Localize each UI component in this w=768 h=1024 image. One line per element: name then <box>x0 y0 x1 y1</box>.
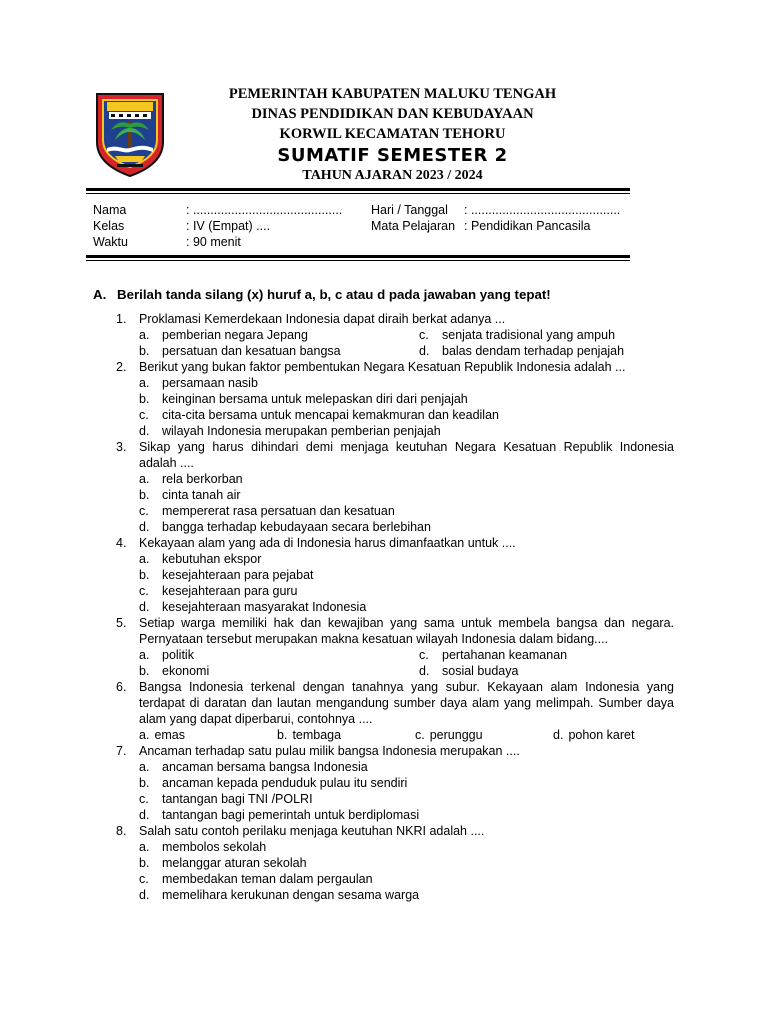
option-text: memelihara kerukunan dengan sesama warga <box>162 888 420 902</box>
answer-option[interactable] <box>277 727 415 743</box>
option-text: pemberian negara Jepang <box>162 328 308 342</box>
header-rule-thin <box>86 193 630 194</box>
option-letter: b. <box>139 392 150 406</box>
answer-option[interactable] <box>139 487 674 503</box>
option-letter: d. <box>139 600 150 614</box>
section-instruction-text: Berilah tanda silang (x) huruf a, b, c atau d pada jawaban yang tepat! <box>117 287 551 302</box>
question-list <box>116 311 674 903</box>
question-item <box>116 311 674 359</box>
option-letter: b. <box>139 568 150 582</box>
option-letter: a. <box>139 552 150 566</box>
exam-title: SUMATIF SEMESTER 2 <box>277 145 508 166</box>
option-text: perunggu <box>429 728 483 742</box>
question-item <box>116 823 674 903</box>
info-rule-thin <box>86 260 630 261</box>
answer-option[interactable] <box>139 727 277 743</box>
option-letter: d. <box>419 344 430 358</box>
option-text: bangga terhadap kebudayaan secara berlebihan <box>162 520 431 534</box>
option-letter: b. <box>139 856 150 870</box>
option-text: membedakan teman dalam pergaulan <box>162 872 373 886</box>
option-row <box>139 343 674 359</box>
option-letter: c. <box>139 504 149 518</box>
answer-option[interactable] <box>139 807 674 823</box>
option-text: persamaan nasib <box>162 376 258 390</box>
option-text: cinta tanah air <box>162 488 241 502</box>
answer-option[interactable] <box>139 551 674 567</box>
option-letter: c. <box>419 648 429 662</box>
option-text: tantangan bagi pemerintah untuk berdiplomasi <box>162 808 420 822</box>
question-number: 4. <box>116 536 127 550</box>
answer-option[interactable] <box>419 647 567 663</box>
question-item <box>116 439 674 535</box>
option-letter: b. <box>139 344 150 358</box>
answer-option[interactable] <box>419 663 518 679</box>
info-subject-label: Mata Pelajaran <box>371 219 456 233</box>
option-text: kesejahteraan masyarakat Indonesia <box>162 600 367 614</box>
option-text: ekonomi <box>162 664 210 678</box>
answer-option[interactable] <box>139 887 674 903</box>
info-name-label: Nama <box>93 203 127 217</box>
option-text: ancaman kepada penduduk pulau itu sendiri <box>162 776 408 790</box>
question-item <box>116 615 674 679</box>
info-date-value[interactable]: : ........................................... <box>464 203 621 217</box>
question-number: 3. <box>116 440 127 454</box>
option-text: cita-cita bersama untuk mencapai kemakmuran dan keadilan <box>162 408 499 422</box>
option-text: kebutuhan ekspor <box>162 552 262 566</box>
question-item <box>116 359 674 439</box>
option-text: keinginan bersama untuk melepaskan diri dari penjajah <box>162 392 468 406</box>
option-text: sosial budaya <box>442 664 519 678</box>
option-letter: b. <box>139 776 150 790</box>
option-text: kesejahteraan para guru <box>162 584 298 598</box>
option-text: membolos sekolah <box>162 840 267 854</box>
option-letter: d. <box>419 664 430 678</box>
answer-option[interactable] <box>139 855 674 871</box>
answer-option[interactable] <box>139 647 419 663</box>
question-text: Berikut yang bukan faktor pembentukan Negara Kesatuan Republik Indonesia adalah ... <box>139 360 626 374</box>
option-text: tantangan bagi TNI /POLRI <box>162 792 313 806</box>
info-time-label: Waktu <box>93 235 128 249</box>
option-row <box>139 327 674 343</box>
answer-option[interactable] <box>139 519 674 535</box>
header-government: PEMERINTAH KABUPATEN MALUKU TENGAH <box>228 86 557 102</box>
option-letter: b. <box>139 488 150 502</box>
question-text: Salah satu contoh perilaku menjaga keutuhan NKRI adalah .... <box>139 824 485 838</box>
answer-option[interactable] <box>139 375 674 391</box>
option-row <box>139 663 674 679</box>
option-letter: a. <box>139 376 150 390</box>
option-text: balas dendam terhadap penjajah <box>442 344 625 358</box>
answer-option[interactable] <box>139 327 419 343</box>
info-rule-thick <box>86 255 630 258</box>
header-department: DINAS PENDIDIKAN DAN KEBUDAYAAN <box>251 106 534 122</box>
option-text: politik <box>162 648 194 662</box>
answer-option[interactable] <box>139 407 674 423</box>
option-text: rela berkorban <box>162 472 243 486</box>
option-letter: a. <box>139 648 150 662</box>
question-text: Proklamasi Kemerdekaan Indonesia dapat diraih berkat adanya ... <box>139 312 506 326</box>
answer-option[interactable] <box>139 391 674 407</box>
answer-option[interactable] <box>419 343 624 359</box>
option-letter: c. <box>139 584 149 598</box>
option-text: mempererat rasa persatuan dan kesatuan <box>162 504 395 518</box>
info-class-label: Kelas <box>93 219 125 233</box>
option-letter: c. <box>139 872 149 886</box>
option-text: kesejahteraan para pejabat <box>162 568 314 582</box>
option-letter: b. <box>139 664 150 678</box>
option-text: emas <box>154 728 186 742</box>
info-name-value[interactable]: : ........................................... <box>186 203 343 217</box>
answer-option[interactable] <box>139 839 674 855</box>
option-text: wilayah Indonesia merupakan pemberian penjajah <box>162 424 441 438</box>
question-text: Setiap warga memiliki hak dan kewajiban yang sama untuk membela bangsa dan negara. Pernyataan tersebut merupakan makna kesatuan wilayah Indonesia dalam bidang.... <box>139 616 674 646</box>
question-number: 2. <box>116 360 127 374</box>
option-letter: d. <box>139 888 150 902</box>
answer-option[interactable] <box>139 503 674 519</box>
question-item <box>116 743 674 823</box>
question-number: 8. <box>116 824 127 838</box>
option-letter: a. <box>139 328 150 342</box>
question-item <box>116 535 674 615</box>
answer-option[interactable] <box>139 871 674 887</box>
option-letter: c. <box>415 728 425 742</box>
option-letter: a. <box>139 760 150 774</box>
option-letter: d. <box>139 520 150 534</box>
section-instruction <box>93 287 551 302</box>
option-letter: a. <box>139 840 150 854</box>
option-letter: b. <box>277 728 288 742</box>
question-number: 7. <box>116 744 127 758</box>
answer-option[interactable] <box>139 583 674 599</box>
option-text: pertahanan keamanan <box>442 648 568 662</box>
question-number: 5. <box>116 616 127 630</box>
option-letter: c. <box>139 408 149 422</box>
section-letter: A. <box>93 287 107 302</box>
question-text: Kekayaan alam yang ada di Indonesia harus dimanfaatkan untuk .... <box>139 536 516 550</box>
info-date-label: Hari / Tanggal <box>371 203 448 217</box>
option-letter: d. <box>139 424 150 438</box>
answer-option[interactable] <box>419 327 615 343</box>
question-item <box>116 679 674 743</box>
answer-option[interactable] <box>139 599 674 615</box>
academic-year: TAHUN AJARAN 2023 / 2024 <box>302 168 483 183</box>
option-text: pohon karet <box>568 728 635 742</box>
option-text: melanggar aturan sekolah <box>162 856 307 870</box>
answer-option[interactable] <box>139 791 674 807</box>
answer-option[interactable] <box>139 663 419 679</box>
answer-option[interactable] <box>139 343 419 359</box>
answer-option[interactable] <box>139 759 674 775</box>
header-district: KORWIL KECAMATAN TEHORU <box>279 126 506 142</box>
regency-logo-emblem <box>93 90 167 178</box>
question-text: Sikap yang harus dihindari demi menjaga keutuhan Negara Kesatuan Republik Indonesia adalah .... <box>139 440 674 470</box>
option-letter: d. <box>139 808 150 822</box>
question-number: 6. <box>116 680 127 694</box>
answer-option[interactable] <box>139 423 674 439</box>
question-number: 1. <box>116 312 127 326</box>
option-letter: a. <box>139 472 150 486</box>
info-subject-value: : Pendidikan Pancasila <box>464 219 591 233</box>
info-class-value: : IV (Empat) .... <box>186 219 271 233</box>
option-text: persatuan dan kesatuan bangsa <box>162 344 341 358</box>
option-text: tembaga <box>292 728 342 742</box>
option-letter: c. <box>139 792 149 806</box>
option-row <box>139 647 674 663</box>
info-time-value: : 90 menit <box>186 235 241 249</box>
question-text: Bangsa Indonesia terkenal dengan tanahnya yang subur. Kekayaan alam Indonesia yang terdapat di daratan dan lautan mengandung sumber daya alam yang melimpah. Sumber daya alam yang dapat diperbarui, contohnya .... <box>139 680 674 726</box>
option-letter: c. <box>419 328 429 342</box>
option-text: ancaman bersama bangsa Indonesia <box>162 760 368 774</box>
option-letter: a. <box>139 728 150 742</box>
answer-option[interactable] <box>553 727 691 743</box>
answer-option[interactable] <box>139 567 674 583</box>
option-letter: d. <box>553 728 564 742</box>
question-text: Ancaman terhadap satu pulau milik bangsa Indonesia merupakan .... <box>139 744 520 758</box>
answer-option[interactable] <box>139 775 674 791</box>
header-rule-thick <box>86 188 630 191</box>
option-text: senjata tradisional yang ampuh <box>442 328 616 342</box>
answer-option[interactable] <box>139 471 674 487</box>
answer-option[interactable] <box>415 727 553 743</box>
option-row <box>139 727 674 743</box>
